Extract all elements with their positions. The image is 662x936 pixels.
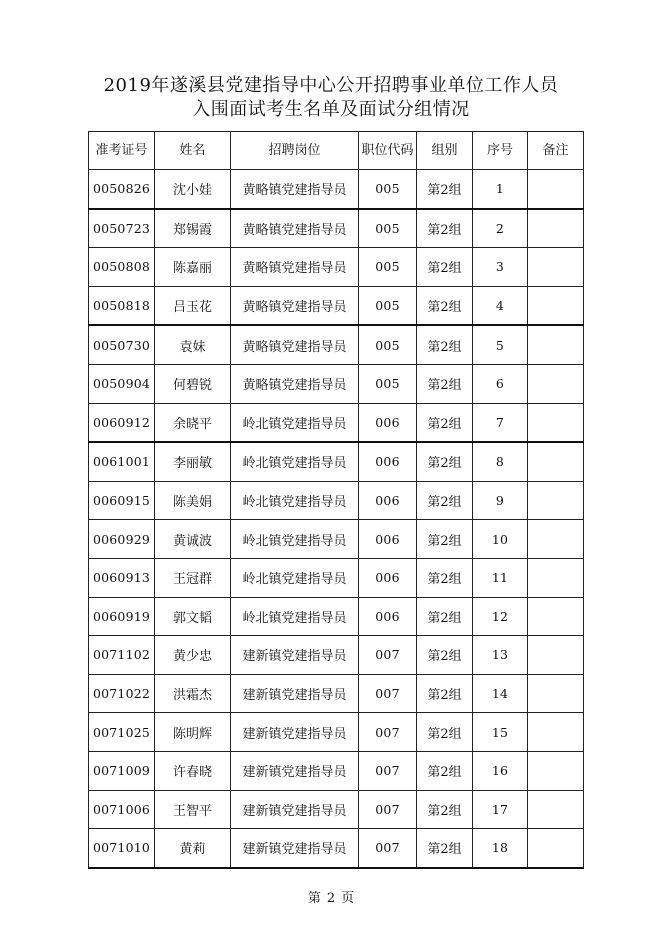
cell-name: 黄诚波 — [155, 520, 231, 559]
cell-position-code: 005 — [359, 248, 417, 287]
cell-remark — [528, 790, 584, 829]
cell-position-code: 006 — [359, 481, 417, 520]
cell-position: 黄略镇党建指导员 — [231, 325, 359, 364]
cell-position-code: 007 — [359, 751, 417, 790]
cell-name: 陈美娟 — [155, 481, 231, 520]
cell-group: 第2组 — [417, 790, 473, 829]
cell-position: 黄略镇党建指导员 — [231, 286, 359, 325]
table-row — [89, 829, 584, 868]
cell-position-code: 006 — [359, 597, 417, 636]
page-footer — [0, 890, 662, 908]
cell-group: 第2组 — [417, 286, 473, 325]
cell-name: 何碧锐 — [155, 364, 231, 403]
cell-remark — [528, 713, 584, 752]
cell-seq: 8 — [473, 442, 528, 481]
cell-group: 第2组 — [417, 751, 473, 790]
cell-position-code: 007 — [359, 713, 417, 752]
cell-group: 第2组 — [417, 403, 473, 442]
cell-seq: 16 — [473, 751, 528, 790]
header-group: 组别 — [417, 132, 473, 170]
cell-remark — [528, 248, 584, 287]
cell-seq: 17 — [473, 790, 528, 829]
cell-position: 建新镇党建指导员 — [231, 713, 359, 752]
table-row — [89, 713, 584, 752]
cell-exam-id: 0071102 — [89, 636, 155, 675]
cell-position: 建新镇党建指导员 — [231, 636, 359, 675]
cell-exam-id: 0050826 — [89, 170, 155, 209]
cell-seq: 1 — [473, 170, 528, 209]
cell-remark — [528, 520, 584, 559]
cell-seq: 3 — [473, 248, 528, 287]
document-title-line-1: 2019年遂溪县党建指导中心公开招聘事业单位工作人员 — [103, 75, 559, 96]
cell-seq: 10 — [473, 520, 528, 559]
cell-name: 沈小娃 — [155, 170, 231, 209]
cell-position-code: 006 — [359, 558, 417, 597]
cell-remark — [528, 170, 584, 209]
cell-position: 建新镇党建指导员 — [231, 790, 359, 829]
cell-position: 建新镇党建指导员 — [231, 829, 359, 868]
table-row — [89, 481, 584, 520]
cell-name: 郑锡霞 — [155, 209, 231, 248]
cell-group: 第2组 — [417, 209, 473, 248]
cell-position: 黄略镇党建指导员 — [231, 364, 359, 403]
cell-exam-id: 0071025 — [89, 713, 155, 752]
table-row — [89, 751, 584, 790]
cell-exam-id: 0071022 — [89, 674, 155, 713]
cell-name: 余晓平 — [155, 403, 231, 442]
table-row — [89, 558, 584, 597]
table-row — [89, 248, 584, 287]
cell-seq: 7 — [473, 403, 528, 442]
header-exam-id: 准考证号 — [89, 132, 155, 170]
table-body — [89, 170, 584, 868]
page-prefix: 第 — [307, 891, 321, 906]
cell-position-code: 007 — [359, 790, 417, 829]
cell-name: 王智平 — [155, 790, 231, 829]
table-row — [89, 325, 584, 364]
table-row — [89, 364, 584, 403]
table-row — [89, 520, 584, 559]
cell-name: 郭文韬 — [155, 597, 231, 636]
cell-name: 吕玉花 — [155, 286, 231, 325]
cell-position-code: 006 — [359, 403, 417, 442]
cell-name: 洪霜杰 — [155, 674, 231, 713]
cell-position: 岭北镇党建指导员 — [231, 481, 359, 520]
table-row — [89, 442, 584, 481]
cell-exam-id: 0050808 — [89, 248, 155, 287]
header-position: 招聘岗位 — [231, 132, 359, 170]
table-row — [89, 674, 584, 713]
table-row — [89, 403, 584, 442]
cell-group: 第2组 — [417, 170, 473, 209]
cell-remark — [528, 558, 584, 597]
cell-remark — [528, 364, 584, 403]
cell-exam-id: 0050723 — [89, 209, 155, 248]
cell-name: 黄少忠 — [155, 636, 231, 675]
cell-remark — [528, 403, 584, 442]
document-title-line-2: 入围面试考生名单及面试分组情况 — [192, 99, 470, 120]
cell-group: 第2组 — [417, 713, 473, 752]
cell-group: 第2组 — [417, 674, 473, 713]
table-row — [89, 790, 584, 829]
cell-seq: 4 — [473, 286, 528, 325]
cell-position: 黄略镇党建指导员 — [231, 209, 359, 248]
cell-position-code: 005 — [359, 286, 417, 325]
cell-exam-id: 0050818 — [89, 286, 155, 325]
table-row — [89, 170, 584, 209]
cell-seq: 12 — [473, 597, 528, 636]
cell-group: 第2组 — [417, 597, 473, 636]
cell-position-code: 005 — [359, 325, 417, 364]
cell-position-code: 005 — [359, 170, 417, 209]
cell-name: 李丽敏 — [155, 442, 231, 481]
cell-group: 第2组 — [417, 636, 473, 675]
cell-position-code: 006 — [359, 520, 417, 559]
cell-exam-id: 0050730 — [89, 325, 155, 364]
cell-seq: 18 — [473, 829, 528, 868]
cell-name: 许春晓 — [155, 751, 231, 790]
cell-name: 王冠群 — [155, 558, 231, 597]
cell-remark — [528, 209, 584, 248]
cell-exam-id: 0061001 — [89, 442, 155, 481]
cell-position: 岭北镇党建指导员 — [231, 403, 359, 442]
cell-seq: 11 — [473, 558, 528, 597]
table-row — [89, 597, 584, 636]
table-header-row — [89, 132, 584, 170]
header-remarks: 备注 — [528, 132, 584, 170]
cell-name: 陈明辉 — [155, 713, 231, 752]
cell-group: 第2组 — [417, 481, 473, 520]
cell-remark — [528, 597, 584, 636]
cell-remark — [528, 481, 584, 520]
cell-group: 第2组 — [417, 558, 473, 597]
cell-group: 第2组 — [417, 829, 473, 868]
cell-position-code: 007 — [359, 829, 417, 868]
cell-exam-id: 0060929 — [89, 520, 155, 559]
cell-remark — [528, 636, 584, 675]
table-row — [89, 636, 584, 675]
cell-exam-id: 0060915 — [89, 481, 155, 520]
cell-seq: 9 — [473, 481, 528, 520]
cell-seq: 15 — [473, 713, 528, 752]
cell-seq: 14 — [473, 674, 528, 713]
cell-group: 第2组 — [417, 364, 473, 403]
cell-remark — [528, 674, 584, 713]
cell-name: 黄莉 — [155, 829, 231, 868]
cell-seq: 13 — [473, 636, 528, 675]
cell-group: 第2组 — [417, 442, 473, 481]
cell-name: 袁妹 — [155, 325, 231, 364]
cell-position: 岭北镇党建指导员 — [231, 558, 359, 597]
cell-exam-id: 0071006 — [89, 790, 155, 829]
cell-position: 建新镇党建指导员 — [231, 674, 359, 713]
table-row — [89, 209, 584, 248]
page-suffix: 页 — [341, 891, 355, 906]
cell-group: 第2组 — [417, 248, 473, 287]
cell-group: 第2组 — [417, 325, 473, 364]
header-seq: 序号 — [473, 132, 528, 170]
cell-position-code: 007 — [359, 636, 417, 675]
page-number: 2 — [326, 891, 336, 906]
cell-position-code: 005 — [359, 364, 417, 403]
cell-exam-id: 0060912 — [89, 403, 155, 442]
cell-seq: 2 — [473, 209, 528, 248]
cell-remark — [528, 751, 584, 790]
cell-seq: 5 — [473, 325, 528, 364]
cell-position-code: 005 — [359, 209, 417, 248]
table-row — [89, 286, 584, 325]
cell-position-code: 006 — [359, 442, 417, 481]
cell-position: 建新镇党建指导员 — [231, 751, 359, 790]
cell-remark — [528, 325, 584, 364]
cell-exam-id: 0060913 — [89, 558, 155, 597]
cell-remark — [528, 442, 584, 481]
cell-position: 黄略镇党建指导员 — [231, 170, 359, 209]
cell-exam-id: 0071009 — [89, 751, 155, 790]
cell-exam-id: 0060919 — [89, 597, 155, 636]
header-position-code: 职位代码 — [359, 132, 417, 170]
cell-seq: 6 — [473, 364, 528, 403]
header-name: 姓名 — [155, 132, 231, 170]
cell-group: 第2组 — [417, 520, 473, 559]
cell-remark — [528, 286, 584, 325]
cell-remark — [528, 829, 584, 868]
cell-exam-id: 0050904 — [89, 364, 155, 403]
candidate-table — [88, 131, 584, 869]
cell-name: 陈嘉丽 — [155, 248, 231, 287]
cell-position: 岭北镇党建指导员 — [231, 520, 359, 559]
cell-position: 岭北镇党建指导员 — [231, 442, 359, 481]
cell-exam-id: 0071010 — [89, 829, 155, 868]
cell-position: 岭北镇党建指导员 — [231, 597, 359, 636]
cell-position-code: 007 — [359, 674, 417, 713]
cell-position: 黄略镇党建指导员 — [231, 248, 359, 287]
